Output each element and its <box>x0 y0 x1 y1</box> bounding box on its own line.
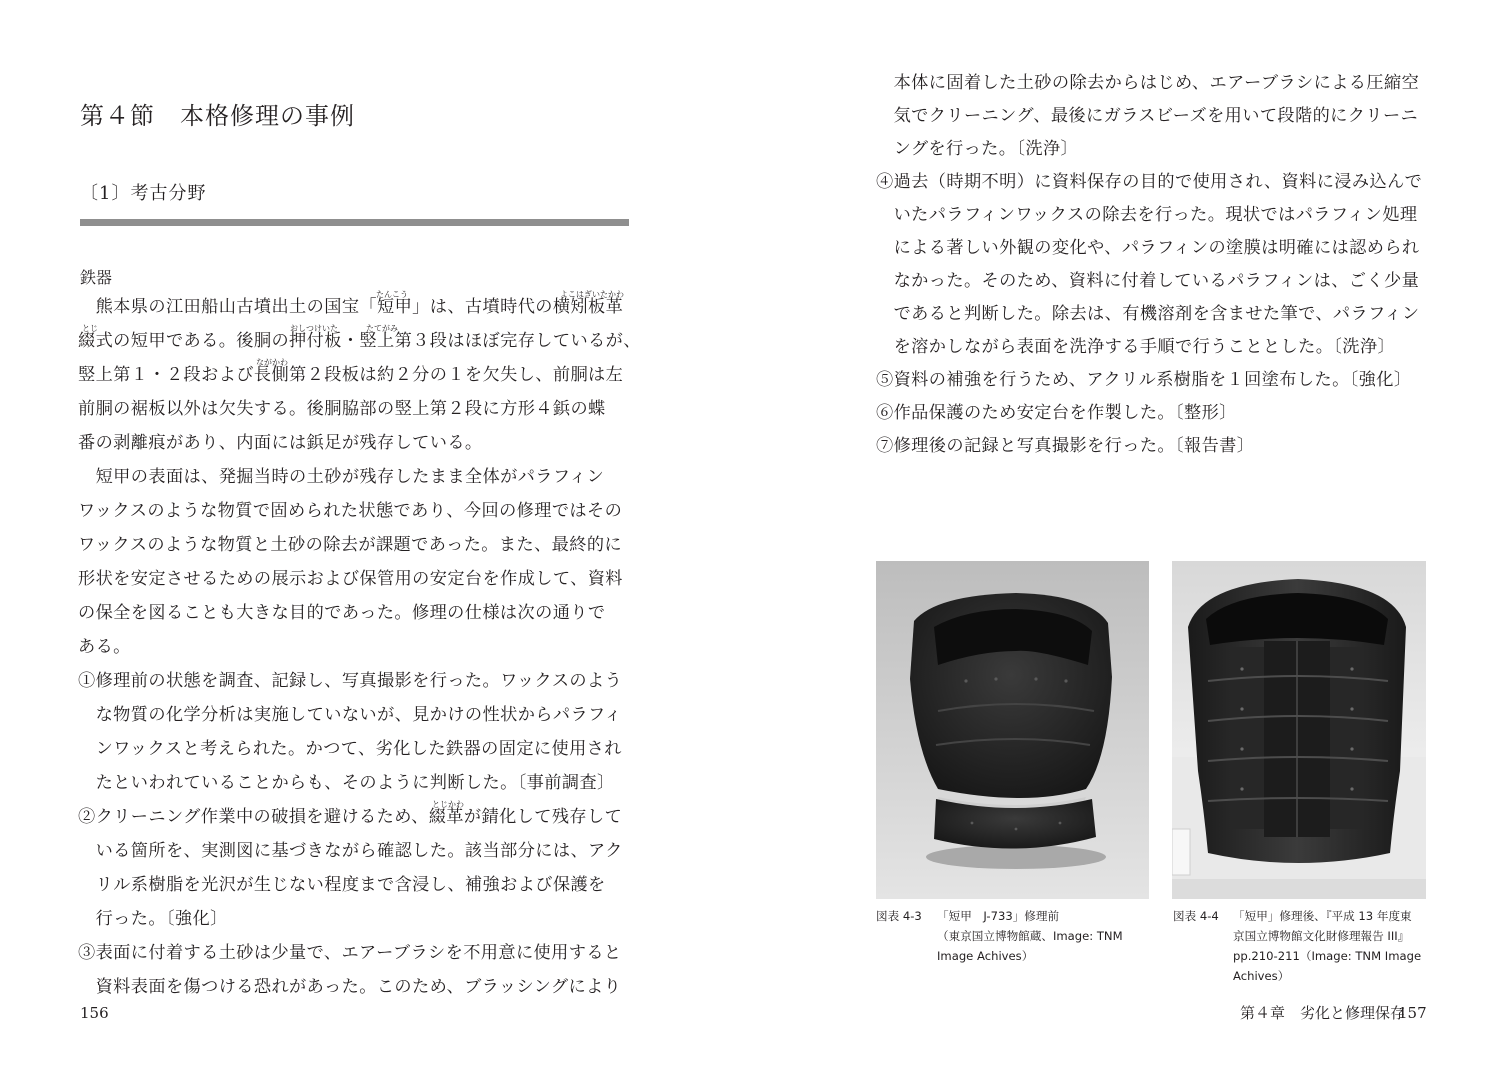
body-line: リル系樹脂を光沢が生じない程度まで含浸し、補強および保護を <box>78 875 606 895</box>
body-line: 竪上第１・２段および長側第２段板は約２分の１を欠失し、前胴は左 <box>78 365 624 385</box>
list-item-6: ⑥作品保護のため安定台を作製した。〔整形〕 <box>876 403 1237 423</box>
body-line: を溶かしながら表面を洗浄する手順で行うこととした。〔洗浄〕 <box>876 337 1396 357</box>
ruby-annotation: たんこう <box>376 290 408 299</box>
figure-4-3-label: 図表 4-3 <box>876 909 922 923</box>
body-line: ワックスのような物質と土砂の除去が課題であった。また、最終的に <box>78 535 623 555</box>
list-item-7: ⑦修理後の記録と写真撮影を行った。〔報告書〕 <box>876 436 1255 456</box>
section-rule <box>80 219 629 226</box>
ruby-annotation: おしつけいた <box>290 324 338 333</box>
ruby-annotation: ながかわ <box>256 358 288 367</box>
body-line: な物質の化学分析は実施していないが、見かけの性状からパラフィ <box>78 705 622 725</box>
body-line: ングを行った。〔洗浄〕 <box>876 139 1079 159</box>
ruby-annotation: よこはぎいたかわ <box>560 290 624 299</box>
page-number-left: 156 <box>80 1004 109 1022</box>
section-title: 第４節 本格修理の事例 <box>80 102 355 130</box>
figure-4-4-label: 図表 4-4 <box>1173 909 1219 923</box>
topic-heading: 鉄器 <box>80 268 113 287</box>
body-line: いたパラフィンワックスの除去を行った。現状ではパラフィン処理 <box>876 205 1418 225</box>
list-item-4: ④過去（時期不明）に資料保存の目的で使用され、資料に浸み込んで <box>876 172 1423 192</box>
running-footer: 第４章 劣化と修理保存 <box>1240 1004 1406 1022</box>
subsection-title: 〔1〕考古分野 <box>80 183 207 204</box>
body-line: ワックスのような物質で固められた状態であり、今回の修理ではその <box>78 501 623 521</box>
figure-4-3-caption-line: Image Achives） <box>937 949 1034 963</box>
ruby-annotation: たてがみ <box>366 324 398 333</box>
figure-4-4-caption-line: 「短甲」修理後、『平成 13 年度東 <box>1233 909 1412 923</box>
list-item-1: ①修理前の状態を調査、記録し、写真撮影を行った。ワックスのよう <box>78 671 623 691</box>
body-line: 短甲の表面は、発掘当時の土砂が残存したまま全体がパラフィン <box>78 467 605 487</box>
figure-4-3-caption-line: 「短甲 J-733」修理前 <box>937 909 1060 923</box>
body-line: であると判断した。除去は、有機溶剤を含ませた筆で、パラフィン <box>876 304 1420 324</box>
body-line: なかった。そのため、資料に付着しているパラフィンは、ごく少量 <box>876 271 1420 291</box>
figure-4-4-caption-line: 京国立博物館文化財修理報告 III』 <box>1233 929 1410 943</box>
body-line: 形状を安定させるための展示および保管用の安定台を作成して、資料 <box>78 569 623 589</box>
list-item-3: ③表面に付着する土砂は少量で、エアーブラシを不用意に使用すると <box>78 943 622 963</box>
ruby-annotation: とじかわ <box>432 800 464 809</box>
body-line: 行った。〔強化〕 <box>78 909 228 929</box>
body-line: の保全を図ることも大きな目的であった。修理の仕様は次の通りで <box>78 603 606 623</box>
body-line: いる箇所を、実測図に基づきながら確認した。該当部分には、アク <box>78 841 623 861</box>
body-line: 前胴の裾板以外は欠失する。後胴脇部の竪上第２段に方形４鋲の蝶 <box>78 399 606 419</box>
body-line: ンワックスと考えられた。かつて、劣化した鉄器の固定に使用され <box>78 739 622 759</box>
body-line: 綴式の短甲である。後胴の押付板・竪上第３段はほぼ完存しているが、 <box>78 331 641 351</box>
body-line: 資料表面を傷つける恐れがあった。このため、ブラッシングにより <box>78 977 622 997</box>
body-line: による著しい外観の変化や、パラフィンの塗膜は明確には認められ <box>876 238 1420 258</box>
body-line: 気でクリーニング、最後にガラスビーズを用いて段階的にクリーニ <box>876 106 1419 126</box>
figure-4-4-caption-line: Achives） <box>1233 969 1290 983</box>
page-number-right: 157 <box>1398 1004 1427 1022</box>
figure-4-3-photo <box>876 561 1149 899</box>
body-line: たといわれていることからも、そのように判断した。〔事前調査〕 <box>78 773 615 793</box>
body-line: 熊本県の江田船山古墳出土の国宝「短甲」は、古墳時代の横矧板革 <box>78 297 624 317</box>
ruby-annotation: とじ <box>82 324 98 333</box>
figure-4-4-caption-line: pp.210-211（Image: TNM Image <box>1233 949 1422 963</box>
list-item-2: ②クリーニング作業中の破損を避けるため、綴革が錆化して残存して <box>78 807 623 827</box>
list-item-5: ⑤資料の補強を行うため、アクリル系樹脂を１回塗布した。〔強化〕 <box>876 370 1412 390</box>
figure-4-3-caption-line: （東京国立博物館蔵、Image: TNM <box>937 929 1123 943</box>
body-line: ある。 <box>78 637 131 657</box>
figure-4-4-photo <box>1172 561 1426 899</box>
body-line: 番の剥離痕があり、内面には鋲足が残存している。 <box>78 433 483 453</box>
body-line: 本体に固着した土砂の除去からはじめ、エアーブラシによる圧縮空 <box>876 73 1420 93</box>
